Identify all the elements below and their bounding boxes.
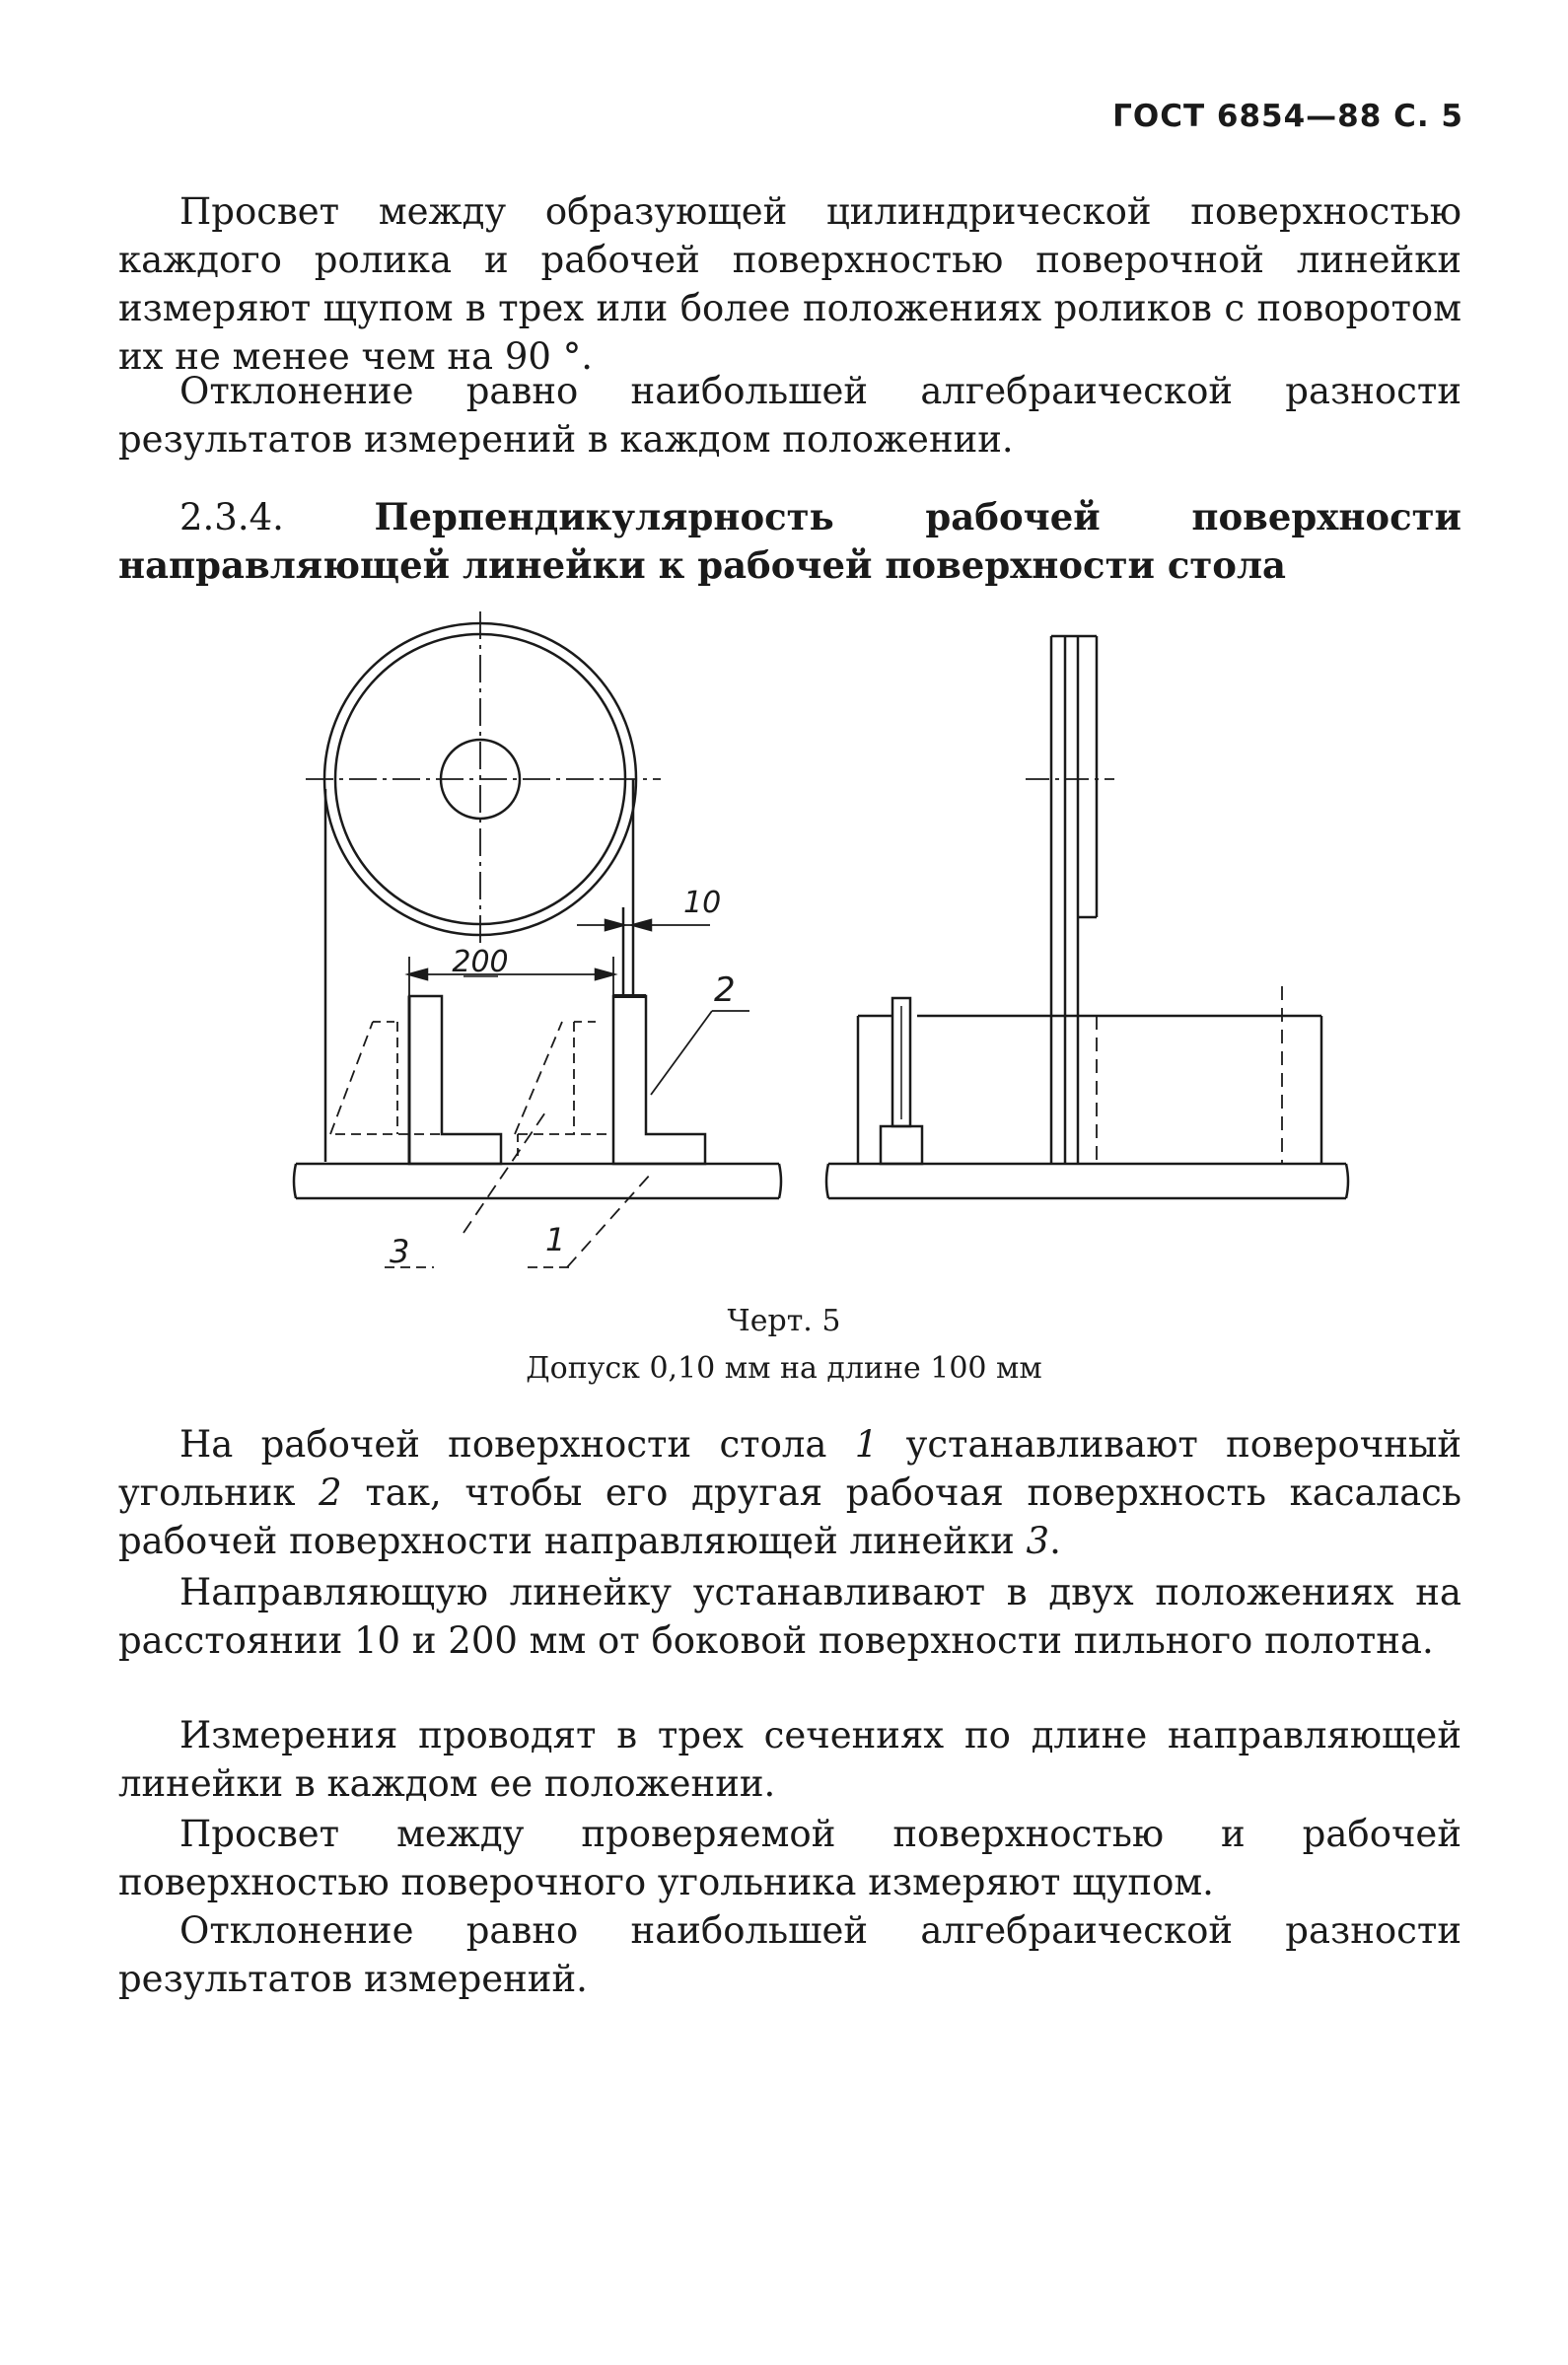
table-right: [826, 1164, 1348, 1198]
section-number: 2.3.4.: [179, 496, 284, 538]
dimension-label-10: 10: [683, 886, 722, 920]
table-left: [294, 1164, 781, 1198]
dimension-10: [577, 920, 710, 930]
leader-line-2: [651, 1011, 712, 1095]
callout-label-2: 2: [714, 970, 736, 1010]
paragraph-ruler-positions: [118, 1568, 1461, 1665]
paragraph-text: Просвет между образующей цилиндрической поверхностью каждого ролика и рабочей поверхностью поверочной линейки измеряют щупом в трех или более положениях роликов с поворотом их не менее чем на 90 °.: [118, 190, 1461, 378]
paragraph-gap: [118, 1810, 1461, 1906]
callout-label-3: 3: [390, 1233, 410, 1270]
ref-number-2: 2: [319, 1471, 342, 1514]
guide-ruler-side-view: [917, 986, 1321, 1164]
square-side-view: [858, 998, 922, 1164]
paragraph-sections: [118, 1711, 1461, 1808]
text-fragment: устанавливают поверочный угольник: [118, 1423, 1461, 1514]
text-fragment: .: [1049, 1520, 1061, 1562]
figure-caption-tolerance: Допуск 0,10 мм на длине 100 мм: [526, 1351, 1042, 1386]
paragraph-text: Отклонение равно наибольшей алгебраической разности результатов измерений в каждом положении.: [118, 370, 1461, 461]
text-fragment: На рабочей поверхности стола: [179, 1423, 855, 1466]
figure-caption-title: Черт. 5: [727, 1304, 841, 1338]
leader-line-3: [463, 1110, 547, 1233]
paragraph-text: Отклонение равно наибольшей алгебраической разности результатов измерений.: [118, 1909, 1461, 2000]
dimension-200: [409, 957, 613, 996]
saw-wheel: [306, 611, 661, 947]
paragraph-text: Измерения проводят в трех сечениях по длине направляющей линейки в каждом ее положении.: [118, 1714, 1461, 1805]
ref-number-3: 3: [1026, 1520, 1050, 1562]
dimension-label-200: 200: [452, 945, 509, 979]
text-fragment: так, чтобы его другая рабочая поверхность касалась рабочей поверхности направляющей линейки: [118, 1471, 1462, 1562]
leader-line-1: [567, 1174, 651, 1267]
page-header: ГОСТ 6854—88 С. 5: [1112, 99, 1463, 134]
saw-blade-side-view: [1026, 636, 1114, 1164]
ref-number-1: 1: [854, 1423, 879, 1466]
square-position-200: [330, 996, 501, 1164]
paragraph-result: [118, 1906, 1461, 2003]
callout-label-1: 1: [545, 1221, 566, 1258]
paragraph-text: Просвет между проверяемой поверхностью и рабочей поверхностью поверочного угольника измеряют щупом.: [118, 1813, 1461, 1903]
square-position-10: [515, 996, 705, 1164]
paragraph-setup: [118, 1420, 1461, 1565]
paragraph-text: Направляющую линейку устанавливают в двух положениях на расстоянии 10 и 200 мм от боковой поверхности пильного полотна.: [118, 1571, 1461, 1662]
section-title: Перпендикулярность рабочей поверхности направляющей линейки к рабочей поверхности стола: [118, 495, 1461, 587]
